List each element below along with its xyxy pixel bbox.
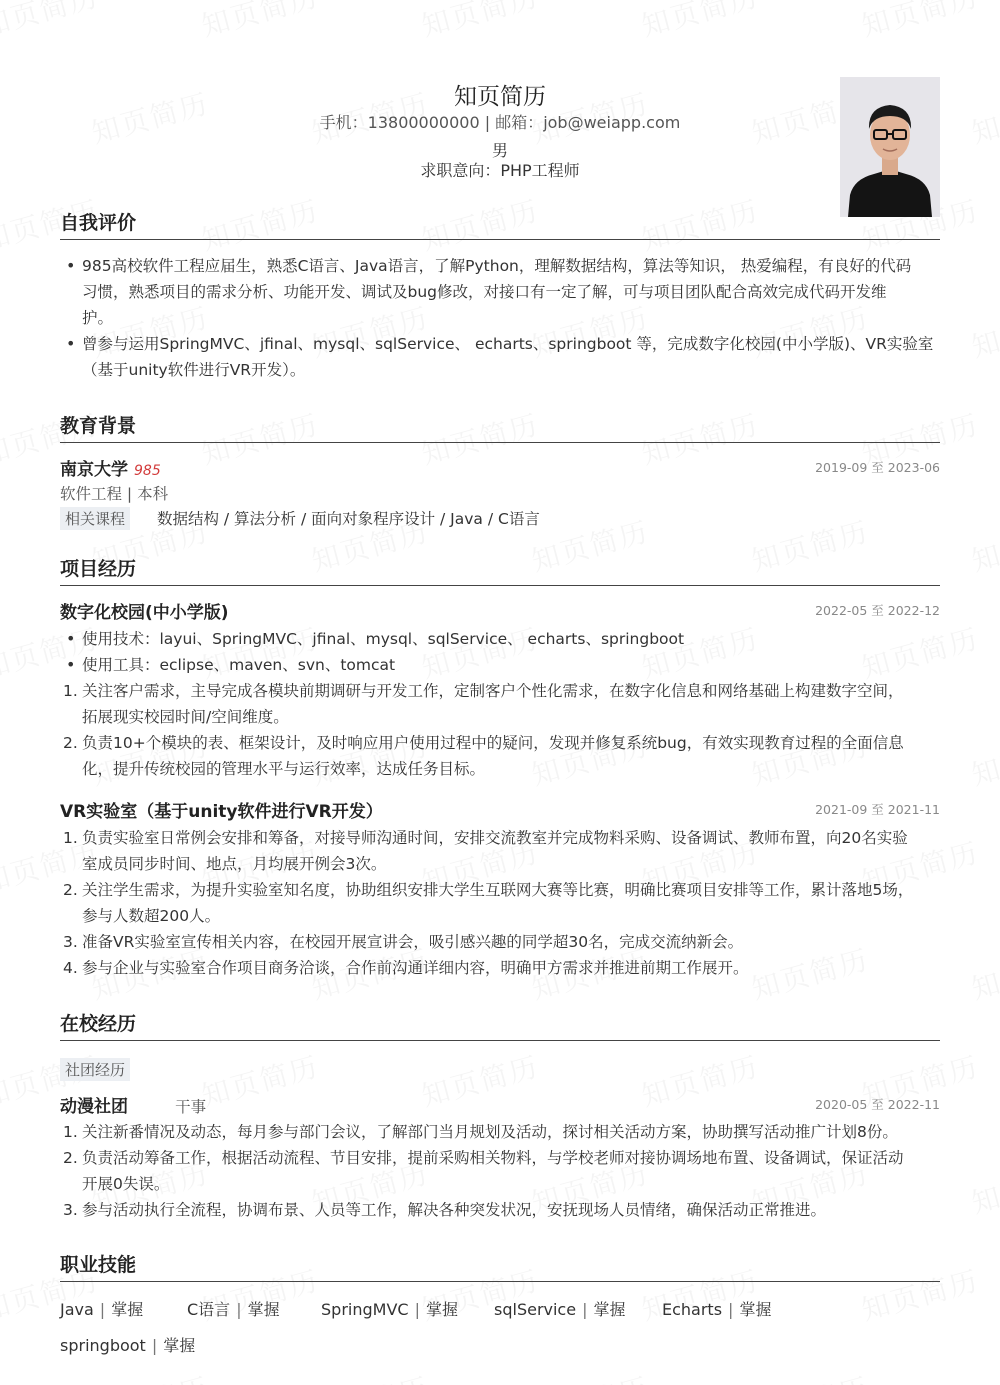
person-photo-icon xyxy=(840,77,940,217)
school-badge: 985 xyxy=(134,463,161,479)
list-item: 2. 负责活动筹备工作，根据活动流程、节目安排，提前采购相关物料，与学校老师对接协调场地布置、设备调试，保证活动 开展0失误。 xyxy=(63,1149,904,1193)
watermark-text xyxy=(967,724,1000,794)
list-item: 2. 关注学生需求，为提升实验室知名度，协助组织安排大学生互联网大赛等比赛，明确比赛项目安排等工作，累计落地5场， 参与人数超200人。 xyxy=(63,881,914,925)
campus-date: 2020-05 至 2022-11 xyxy=(815,1097,940,1112)
skill-item: C语言 | 掌握 xyxy=(187,1300,280,1319)
list-item: 1. 负责实验室日常例会安排和筹备，对接导师沟通时间，安排交流教室并完成物料采购、设备调试、教师布置，向20名实验 室成员同步时间、地点，月均展开例会3次。 xyxy=(63,829,908,873)
org-role: 干事 xyxy=(175,1098,207,1116)
list-item: 2. 负责10+个模块的表、框架设计，及时响应用户使用过程中的疑问，发现并修复系统bug，有效实现教育过程的全面信息 化，提升传统校园的管理水平与运行效率，达成任务目标。 xyxy=(63,734,904,778)
job-intent: 求职意向：PHP工程师 xyxy=(420,161,580,180)
resume-header xyxy=(60,0,940,200)
project-date: 2022-05 至 2022-12 xyxy=(815,603,940,618)
project-date: 2021-09 至 2021-11 xyxy=(815,802,940,817)
skill-item: Echarts | 掌握 xyxy=(662,1300,772,1319)
list-item: 3. 准备VR实验室宣传相关内容，在校园开展宣讲会，吸引感兴趣的同学超30名，完成交流纳新会。 xyxy=(63,933,744,951)
campus-details xyxy=(60,1119,940,1223)
campus-tag-row xyxy=(60,1058,940,1081)
contact-info: 手机：13800000000 | 邮箱：job@weiapp.com xyxy=(319,113,681,132)
resume-page xyxy=(60,0,940,1355)
project-2-details xyxy=(60,825,940,981)
watermark-text xyxy=(967,1366,1000,1385)
watermark-text xyxy=(967,296,1000,366)
education-entry xyxy=(60,455,940,480)
project-1-header xyxy=(60,598,940,623)
section-title-skills: 职业技能 xyxy=(60,1250,940,1282)
watermark-text xyxy=(967,1152,1000,1222)
courses-label: 相关课程 xyxy=(60,507,130,530)
section-title-education: 教育背景 xyxy=(60,411,940,443)
candidate-name: 知页简历 xyxy=(454,84,546,110)
project-name: 数字化校园(中小学版) xyxy=(60,603,229,623)
profile-photo xyxy=(840,77,940,217)
watermark-text xyxy=(967,938,1000,1008)
watermark-text xyxy=(747,1366,873,1385)
campus-entry-header xyxy=(60,1092,940,1117)
courses-row xyxy=(60,507,940,530)
org-name: 动漫社团 xyxy=(60,1097,128,1117)
project-1-details xyxy=(60,626,940,782)
campus-tag: 社团经历 xyxy=(60,1058,130,1081)
watermark-text xyxy=(527,1366,653,1385)
skill-item: sqlService | 掌握 xyxy=(494,1300,626,1319)
list-item: 4. 参与企业与实验室合作项目商务洽谈，合作前沟通详细内容，明确甲方需求并推进前期工作展开。 xyxy=(63,959,749,977)
list-item: • 曾参与运用SpringMVC、jfinal、mysql、sqlService、 echarts、springboot 等，完成数字化校园(中小学版)、VR实验室 （基于unity软件进行VR开发）。 xyxy=(60,331,940,383)
section-title-campus: 在校经历 xyxy=(60,1009,940,1041)
school-name: 南京大学 985 xyxy=(60,460,161,480)
list-item: • 985高校软件工程应届生，熟悉C语言、Java语言，了解Python，理解数据结构，算法等知识， 热爱编程，有良好的代码 习惯，熟悉项目的需求分析、功能开发、调试及bug修改，对接口有一定了解，可与项目团队配合高效完成代码开发维 护。 xyxy=(60,253,940,331)
self-eval-list xyxy=(60,253,940,383)
list-item: 1. 关注新番情况及动态，每月参与部门会议，了解部门当月规划及活动，探讨相关活动方案，协助撰写活动推广计划8份。 xyxy=(63,1123,898,1141)
watermark-text xyxy=(967,82,1000,152)
skill-item: Java | 掌握 xyxy=(60,1300,144,1319)
education-date: 2019-09 至 2023-06 xyxy=(815,460,940,475)
skill-item: SpringMVC | 掌握 xyxy=(321,1300,458,1319)
list-item: 3. 参与活动执行全流程，协调布景、人员等工作，解决各种突发状况，安抚现场人员情绪，确保活动正常推进。 xyxy=(63,1201,827,1219)
gender: 男 xyxy=(491,141,508,160)
section-title-self-eval: 自我评价 xyxy=(60,208,940,240)
courses-text: 数据结构 / 算法分析 / 面向对象程序设计 / Java / C语言 xyxy=(156,510,540,528)
major-degree: 软件工程 | 本科 xyxy=(60,485,169,503)
watermark-text xyxy=(967,510,1000,580)
watermark-text xyxy=(87,1366,213,1385)
list-item: • 使用技术：layui、SpringMVC、jfinal、mysql、sqlService、 echarts、springboot xyxy=(60,626,940,652)
list-item: • 使用工具：eclipse、maven、svn、tomcat xyxy=(60,652,940,678)
skill-item: springboot | 掌握 xyxy=(60,1336,196,1355)
watermark-text xyxy=(307,1366,433,1385)
list-item: 1. 关注客户需求，主导完成各模块前期调研与开发工作，定制客户个性化需求，在数字化信息和网络基础上构建数字空间， 拓展现实校园时间/空间维度。 xyxy=(63,682,904,726)
project-name: VR实验室（基于unity软件进行VR开发） xyxy=(60,802,383,822)
section-title-projects: 项目经历 xyxy=(60,554,940,586)
project-2-header xyxy=(60,797,940,822)
